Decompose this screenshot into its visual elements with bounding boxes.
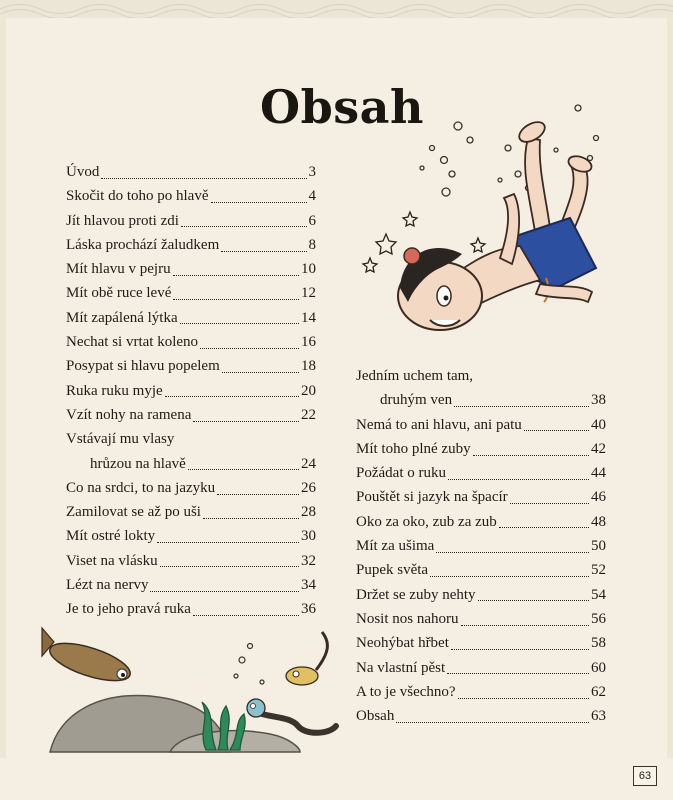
toc-entry-title: Nosit nos nahoru [356,610,459,627]
bubbles [420,105,599,196]
toc-entry-title: Oko za oko, zub za zub [356,513,497,530]
toc-entry-page: 46 [591,489,606,506]
toc-entry [66,160,316,184]
toc-entry-title: Mít ostré lokty [66,528,156,545]
dot-leader [396,722,589,723]
dot-leader [217,494,299,495]
toc-entry-title: Nechat si vrtat koleno [66,334,199,351]
dot-leader [448,479,589,480]
toc-entry-title: druhým ven [380,392,453,409]
toc-entry [356,534,606,558]
toc-entry-page: 18 [301,358,316,375]
toc-entry [66,330,316,354]
toc-entry-title: Pupek světa [356,562,429,579]
diving-boy-illustration [360,88,620,348]
eel-icon [247,699,336,733]
toc-entry [356,631,606,655]
toc-entry-page: 20 [301,382,316,399]
toc-entry-page: 40 [591,416,606,433]
toc-entry [66,500,316,524]
dot-leader [150,591,299,592]
toc-entry-title: Úvod [66,164,100,180]
toc-entry-page: 42 [591,440,606,457]
toc-entry-page: 24 [301,455,316,472]
toc-entry-page: 56 [591,610,606,627]
toc-entry [356,680,606,704]
dot-leader [458,698,589,699]
dot-leader [180,323,299,324]
toc-entry [66,524,316,548]
toc-entry-title: Neohýbat hřbet [356,635,449,652]
fish-icon [42,628,134,688]
toc-entry-title: A to je všechno? [356,683,456,700]
right-border-ornament [667,18,673,758]
toc-entry-title: Skočit do toho po hlavě [66,188,209,205]
toc-entry-page: 4 [308,188,316,205]
toc-entry [356,413,606,437]
toc-entry-page: 34 [301,577,316,594]
toc-entry-page: 10 [301,261,316,278]
toc-entry [66,184,316,208]
dot-leader [221,251,306,252]
dot-leader [211,202,307,203]
toc-entry [356,607,606,631]
toc-entry-title: Obsah [356,708,395,725]
toc-entry-title: Vstávají mu vlasy [66,431,175,448]
dot-leader [165,396,299,397]
dot-leader [510,503,589,504]
toc-entry-title: Na vlastní pěst [356,659,446,676]
page-title: Obsah [260,80,424,134]
dot-leader [101,178,306,179]
toc-entry-page: 6 [308,212,316,229]
toc-entry-title: Vzít nohy na ramena [66,406,192,423]
toc-entry-page: 12 [301,285,316,302]
toc-entry-page: 36 [301,601,316,618]
left-border-ornament [0,18,6,758]
toc-entry [356,510,606,534]
toc-entry-page: 3 [308,164,316,180]
toc-entry-title: Jedním uchem tam, [356,368,474,384]
toc-entry [66,354,316,378]
toc-entry-title: Mít zapálená lýtka [66,309,178,326]
toc-entry-page: 50 [591,538,606,555]
seabed-fish-illustration [30,622,350,762]
toc-entry [66,573,316,597]
toc-entry-title: Nemá to ani hlavu, ani patu [356,416,522,433]
dot-leader [188,469,299,470]
dot-leader [200,348,299,349]
seaweed-icon [202,702,245,750]
toc-entry-page: 60 [591,659,606,676]
toc-entry [356,461,606,485]
toc-entry-title: Zamilovat se až po uši [66,504,201,521]
toc-entry [66,379,316,403]
toc-entry [356,485,606,509]
toc-entry-page: 32 [301,552,316,569]
dot-leader [222,372,299,373]
toc-entry-page: 30 [301,528,316,545]
toc-entry-title: Mít hlavu v pejru [66,261,171,278]
toc-entry [66,233,316,257]
toc-entry [66,209,316,233]
toc-entry-title: Viset na vlásku [66,552,158,569]
dot-leader [461,625,590,626]
toc-entry [66,257,316,281]
toc-entry-page: 14 [301,309,316,326]
dot-leader [430,576,589,577]
toc-entry-title: Požádat o ruku [356,465,446,482]
toc-entry-title: Mít za ušima [356,538,435,555]
toc-entry [66,452,316,476]
dot-leader [173,299,299,300]
toc-entry-title: Je to jeho pravá ruka [66,601,191,618]
dot-leader [473,455,589,456]
toc-entry-title: Jít hlavou proti zdi [66,212,179,229]
toc-entry-title: Mít toho plné zuby [356,440,471,457]
toc-entry-title: Posypat si hlavu popelem [66,358,220,375]
toc-entry [356,388,606,412]
toc-entry-page: 52 [591,562,606,579]
toc-entry [66,549,316,573]
toc-entry-page: 58 [591,635,606,652]
toc-entry-page: 44 [591,465,606,482]
toc-entry [356,558,606,582]
toc-entry-title: Držet se zuby nehty [356,586,476,603]
toc-entry-page: 28 [301,504,316,521]
toc-entry-title: Láska prochází žaludkem [66,236,220,253]
toc-left-column [66,160,316,622]
toc-entry [66,281,316,305]
toc-entry-page: 54 [591,586,606,603]
toc-entry-page: 48 [591,513,606,530]
toc-entry-page: 38 [591,392,606,409]
dot-leader [193,615,299,616]
small-fish-icon [286,632,327,685]
dot-leader [454,406,589,407]
toc-entry-page: 16 [301,334,316,351]
toc-entry [356,656,606,680]
dot-leader [524,430,589,431]
toc-entry [66,427,316,451]
toc-right-column [356,364,606,728]
toc-entry-title: Ruka ruku myje [66,382,163,399]
dot-leader [173,275,299,276]
dot-leader [203,518,299,519]
toc-entry-page: 8 [308,236,316,253]
dot-leader [436,552,589,553]
dot-leader [160,566,299,567]
dot-leader [447,673,589,674]
dot-leader [193,421,299,422]
toc-entry [66,597,316,621]
toc-entry-title: Mít obě ruce levé [66,285,172,302]
toc-entry-title: Pouštět si jazyk na špacír [356,489,508,506]
dot-leader [499,527,589,528]
page-number: 63 [633,766,657,786]
dot-leader [478,600,589,601]
toc-entry [356,437,606,461]
toc-entry [356,364,606,388]
toc-entry [66,306,316,330]
toc-entry-page: 63 [591,708,606,725]
toc-entry [356,583,606,607]
top-border-ornament [0,0,673,18]
toc-entry [356,704,606,728]
toc-entry-page: 62 [591,683,606,700]
toc-entry-title: Co na srdci, to na jazyku [66,479,216,496]
toc-entry-page: 22 [301,406,316,423]
dot-leader [451,649,589,650]
toc-entry [66,476,316,500]
dot-leader [181,226,307,227]
dot-leader [157,542,299,543]
toc-entry-page: 26 [301,479,316,496]
toc-entry [66,403,316,427]
toc-entry-title: Lézt na nervy [66,577,149,594]
toc-entry-title: hrůzou na hlavě [90,455,186,472]
